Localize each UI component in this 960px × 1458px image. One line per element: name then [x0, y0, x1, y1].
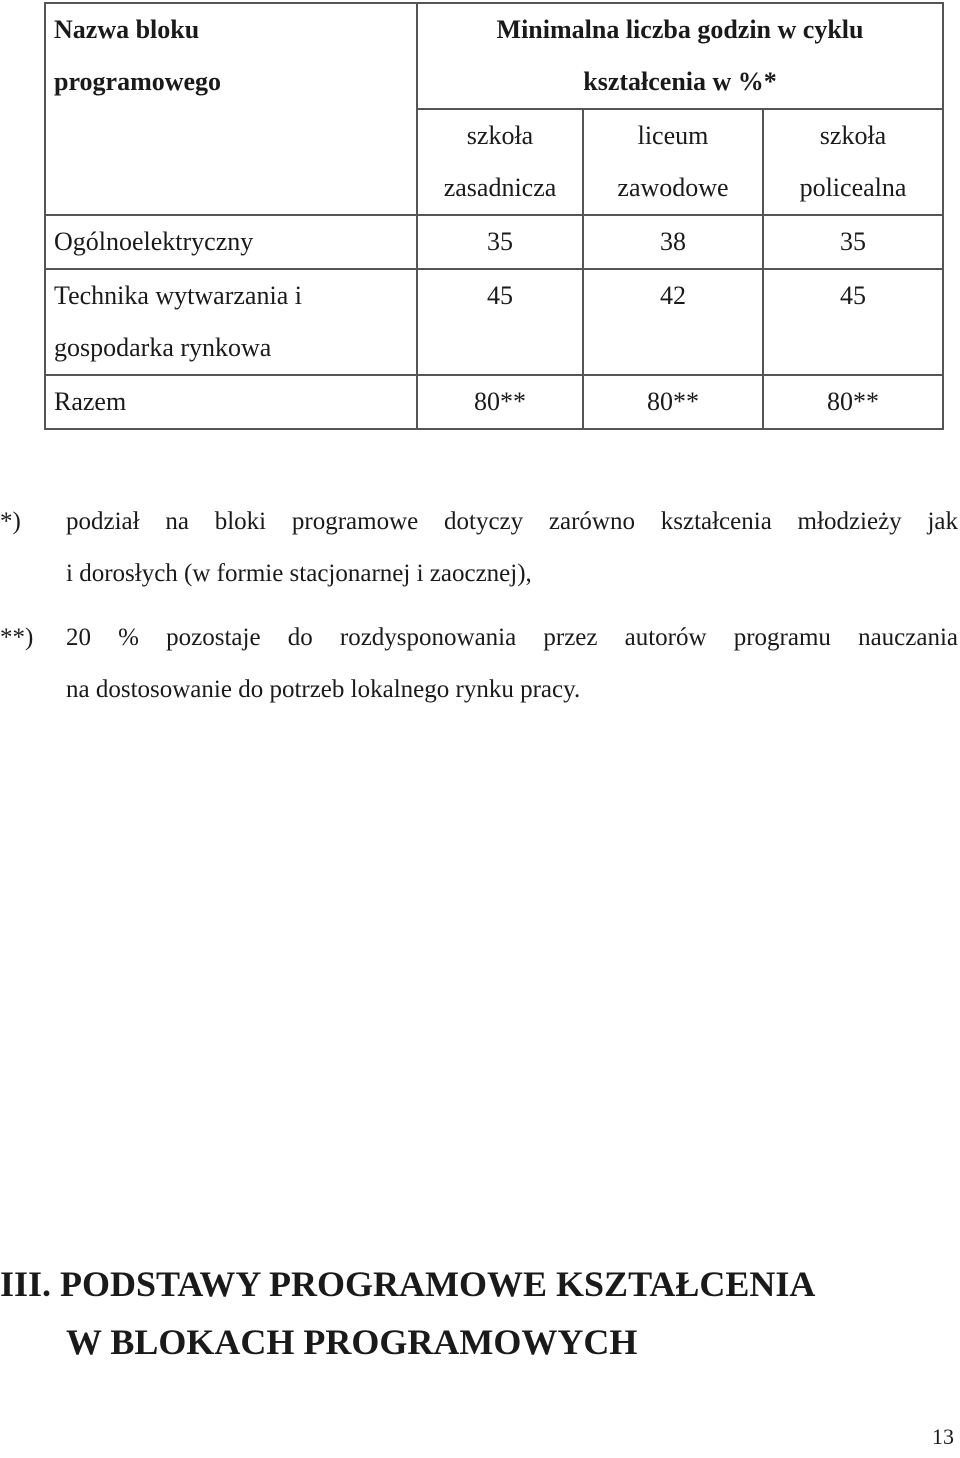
table-row: [45, 215, 943, 269]
header-min-hours-line1: Minimalna liczba godzin w cyklu: [496, 15, 864, 44]
subheader-liceum-zawodowe: [583, 109, 763, 215]
subheader-line2: zasadnicza: [443, 173, 557, 202]
row-value: 45: [417, 269, 583, 375]
footnote-line1: podział na bloki programowe dotyczy zarówno kształcenia młodzieży jak: [66, 508, 958, 535]
subheader-line2: zawodowe: [617, 173, 729, 202]
row-value: 80**: [583, 375, 763, 429]
header-block-name: [45, 3, 417, 109]
row-name: Ogólnoelektryczny: [45, 215, 417, 269]
row-value: 45: [763, 269, 943, 375]
row-name-line2: gospodarka rynkowa: [54, 333, 272, 362]
row-value: 80**: [763, 375, 943, 429]
row-value: 35: [763, 215, 943, 269]
subheader-line1: liceum: [637, 121, 709, 150]
subheader-line1: szkoła: [466, 121, 534, 150]
header-block-name-continuation: [45, 109, 417, 215]
subheader-line2: policealna: [799, 173, 907, 202]
row-value: 38: [583, 215, 763, 269]
footnote-mark: **): [0, 624, 34, 651]
header-min-hours-line2: kształcenia w %*: [583, 67, 777, 96]
footnote-line1: 20 % pozostaje do rozdysponowania przez autorów programu nauczania: [66, 624, 958, 651]
row-value: 42: [583, 269, 763, 375]
header-block-name-line1: Nazwa bloku: [54, 15, 200, 44]
footnote-line2: i dorosłych (w formie stacjonarnej i zaocznej),: [66, 560, 532, 587]
table-subheader-row: [45, 109, 943, 215]
table-row-total: [45, 375, 943, 429]
row-name-line1: Technika wytwarzania i: [54, 281, 302, 310]
subheader-szkola-policealna: [763, 109, 943, 215]
row-value: 35: [417, 215, 583, 269]
table-header-row: [45, 3, 943, 109]
header-min-hours: [417, 3, 943, 109]
table-row: [45, 269, 943, 375]
row-name: [45, 269, 417, 375]
footnote-mark: *): [0, 508, 21, 535]
page-number: 13: [932, 1424, 954, 1449]
subheader-szkola-zasadnicza: [417, 109, 583, 215]
footnote-line2: na dostosowanie do potrzeb lokalnego rynku pracy.: [66, 676, 581, 703]
program-hours-table: [44, 2, 944, 430]
section-heading-line1: III. PODSTAWY PROGRAMOWE KSZTAŁCENIA: [0, 1264, 816, 1304]
row-name: Razem: [45, 375, 417, 429]
header-block-name-line2: programowego: [54, 67, 222, 96]
subheader-line1: szkoła: [819, 121, 887, 150]
row-value: 80**: [417, 375, 583, 429]
section-heading-line2: W BLOKACH PROGRAMOWYCH: [66, 1322, 638, 1362]
